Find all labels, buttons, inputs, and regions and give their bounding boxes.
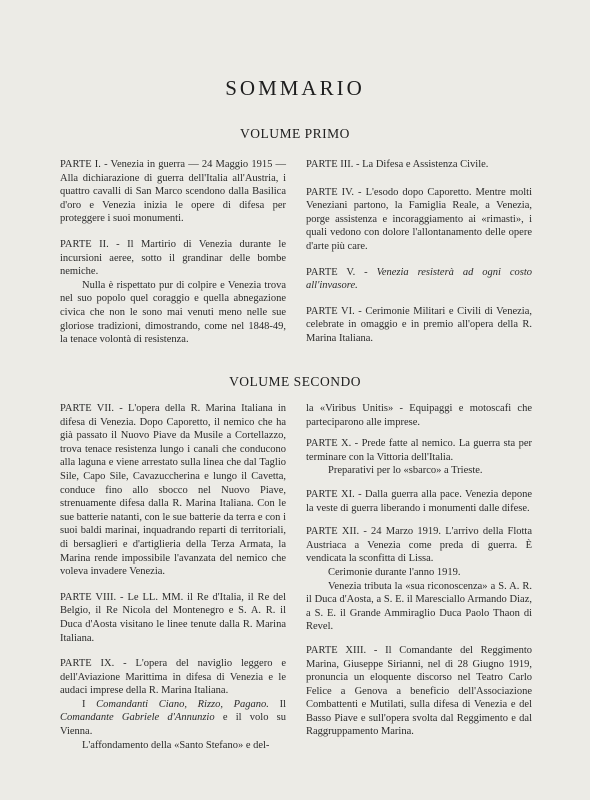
entry-text [306, 266, 532, 293]
toc-entry-parte-3 [306, 158, 532, 172]
entry-text: PARTE II. - Il Martirio di Venezia durante le incursioni aeree, sotto il grandinar delle bombe nemiche. [60, 238, 286, 278]
volume-primo-heading: VOLUME PRIMO [240, 126, 350, 141]
entry-text: PARTE XI. - Dalla guerra alla pace. Venezia depone la veste di guerra liberando i monumenti dalle difese. [306, 488, 532, 514]
toc-entry-parte-8 [60, 591, 286, 645]
toc-entry-parte-5 [306, 266, 532, 293]
entry-prefix: PARTE V. - [306, 266, 377, 278]
entry-text: PARTE X. - Prede fatte al nemico. La guerra sta per terminare con la Vittoria dell'Italia. [306, 438, 532, 463]
entry-subtext-commanders: I Comandanti Ciano, Rizzo, Pagano. Il Comandante Gabriele d'Annunzio e il volo su Vienna. [60, 698, 287, 738]
entry-text: PARTE III. - La Difesa e Assistenza Civile. [306, 159, 489, 170]
volume-secondo-left-column [60, 402, 286, 764]
toc-entry-parte-7 [60, 402, 286, 579]
entry-text: la «Viribus Unitis» - Equipaggi e motoscafi che parteciparono alle imprese. [306, 403, 532, 428]
entry-text: PARTE VII. - L'opera della R. Marina Italiana in difesa di Venezia. Dopo Caporetto, il nemico che ha già passato il Nuovo Piave da Musile a Cortellazzo, trova tenace resistenza lungo i canali che conducono alla laguna e viene arrestato sulla linea che dal Taglio Sile, Capo Sile, Cavazuccherina e lungo il Cavetta, conduce fino allo sbocco nel Nuovo Piave, strenuamente difesa dalla R. Marina Italiana. Con le sue batterie natanti, con le sue batterie da terra e con i suoi baldi marinai, inquadrando reparti di territoriali, di bersaglieri e d'artiglieria della Terza Armata, la Marina rende impossibile l'avanzata del nemico che voleva invadere Venezia. [60, 403, 286, 578]
entry-text: PARTE VIII. - Le LL. MM. il Re d'Italia, il Re del Belgio, il Re Nicola del Montenegro e S. A. R. il Duca d'Aosta visitano le linee tenute dalla R. Marina Italiana. [60, 591, 286, 644]
entry-text: PARTE I. - Venezia in guerra — 24 Maggio 1915 — Alla dichiarazione di guerra dell'Italia all'Austria, i quattro cavalli di San Marco scendono dalla Basilica d'oro e Venezia inizia le opere di difesa per proteggere i suoi monumenti. [60, 159, 286, 225]
entry-subtext-last: L'affondamento della «Santo Stefano» e del- [82, 739, 270, 751]
toc-entry-parte-11 [306, 488, 532, 515]
entry-text: PARTE XIII. - Il Comandante del Reggimento Marina, Giuseppe Sirianni, nel dì 28 Giugno 1919, pronuncia un eloquente discorso nel Teatro Carlo Felice a Genova a beneficio dell'Associazione Combattenti e Mutilati, sulla difesa di Venezia e del Basso Piave e sull'opera svolta dal Reggimento e dal Raggruppamento Marina. [306, 644, 532, 738]
toc-entry-parte-12 [306, 525, 532, 634]
volume-primo-right-column [306, 158, 532, 358]
entry-text: PARTE VI. - Cerimonie Militari e Civili di Venezia, celebrate in omaggio e in premio all'opera della R. Marina Italiana. [306, 305, 532, 344]
entry-subtext: Preparativi per lo «sbarco» a Trieste. [328, 465, 483, 477]
toc-entry-parte-6 [306, 305, 532, 346]
entry-subtext: Nulla è rispettato pur di colpire e Venezia trova nel suo popolo quel coraggio e quella abnegazione civica che non le sono mai venuti meno nelle sue gloriose tradizioni, dimostrando, come nel 1848-49, la tenace volontà di resistenza. [60, 279, 286, 346]
toc-entry-parte-9 [60, 657, 286, 752]
volume-secondo-right-column [306, 402, 532, 751]
volume-primo-left-column [60, 158, 286, 359]
toc-entry-parte-13 [306, 644, 532, 739]
toc-entry-parte-10 [306, 437, 532, 478]
toc-entry-parte-9-continued [306, 402, 532, 429]
entry-subtext: Cerimonie durante l'anno 1919. [328, 566, 461, 578]
entry-subtext: Venezia tributa la «sua riconoscenza» a S. A. R. il Duca d'Aosta, a S. E. il Maresciallo Armando Diaz, a S. E. il Grande Ammiraglio Duca Paolo Thaon di Revel. [306, 580, 532, 633]
entry-text: PARTE XII. - 24 Marzo 1919. L'arrivo della Flotta Austriaca a Venezia come preda di guerra. È vendicata la sconfitta di Lissa. [306, 526, 532, 565]
entry-text: PARTE IX. - L'opera del naviglio leggero e dell'Aviazione Marittima in difesa di Venezia e le audaci imprese della R. Marina Italiana. [60, 658, 286, 697]
toc-entry-parte-1 [60, 158, 286, 226]
entry-italic-title: Venezia resisterà ad ogni costo all'invasore. [306, 266, 533, 292]
volume-secondo-heading: VOLUME SECONDO [229, 374, 361, 389]
toc-entry-parte-2 [60, 238, 286, 347]
entry-text: PARTE IV. - L'esodo dopo Caporetto. Mentre molti Veneziani partono, la Famiglia Reale, a Venezia, porge assistenza e incoraggiamento ai «rimasti», i quali vedono con dolore l'allontanamento delle opere d'arte più care. [306, 186, 532, 252]
page-title: SOMMARIO [225, 76, 365, 100]
toc-entry-parte-4 [306, 186, 532, 254]
